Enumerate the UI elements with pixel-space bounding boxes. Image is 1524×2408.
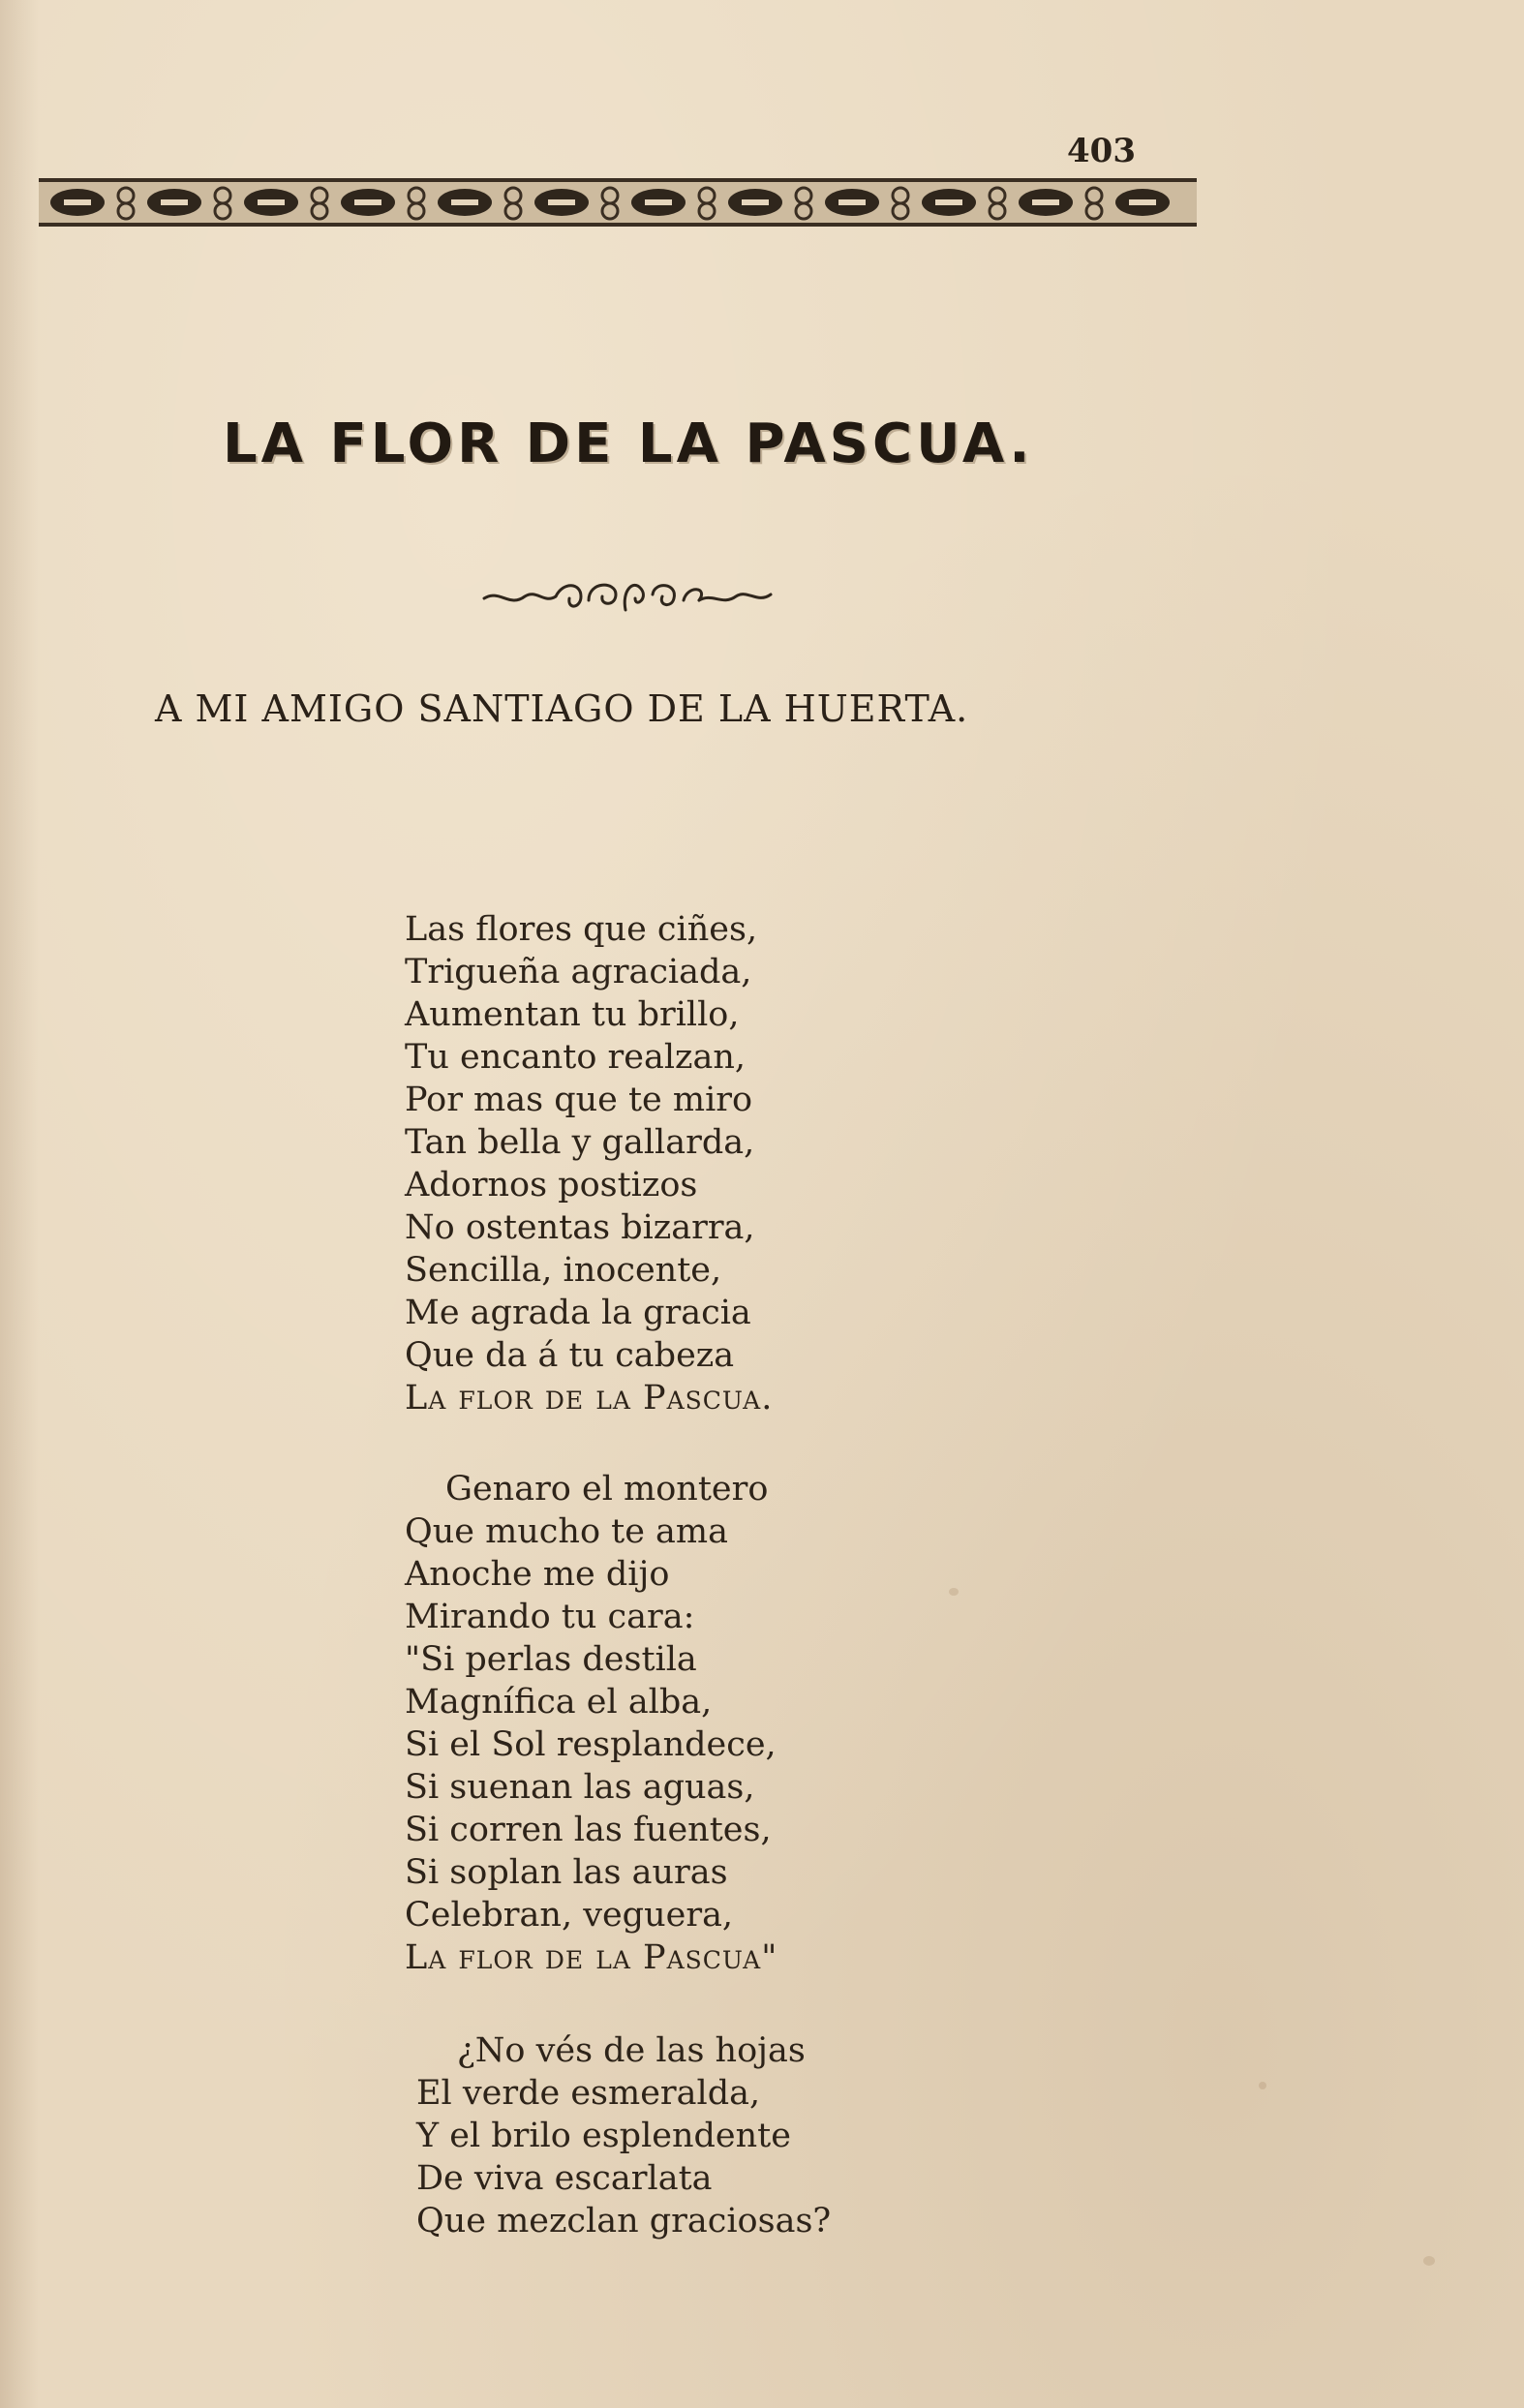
verse-line: Que mezclan graciosas? <box>416 2202 832 2240</box>
stanza-2 <box>405 1468 777 1979</box>
verse-line: Y el brilo esplendente <box>416 2117 791 2155</box>
verse-line: No ostentas bizarra, <box>405 1208 755 1247</box>
verse-line: ¿No vés de las hojas <box>457 2031 806 2070</box>
stanza-1 <box>405 908 773 1419</box>
verse-line: Que da á tu cabeza <box>405 1336 735 1375</box>
dedication: A MI AMIGO SANTIAGO DE LA HUERTA. <box>155 687 969 730</box>
flourish-ornament <box>480 571 775 620</box>
verse-line: Anoche me dijo <box>405 1555 670 1594</box>
verse-line: El verde esmeralda, <box>416 2074 761 2113</box>
verse-line: Magnífica el alba, <box>405 1683 713 1722</box>
verse-line: Si corren las fuentes, <box>405 1811 772 1849</box>
verse-line: Sencilla, inocente, <box>405 1251 722 1290</box>
verse-line: Aumentan tu brillo, <box>405 995 740 1034</box>
refrain-line: La flor de la Pascua" <box>405 1938 778 1977</box>
verse-line: Por mas que te miro <box>405 1081 753 1119</box>
verse-line: Si soplan las auras <box>405 1853 728 1892</box>
ornamental-header-border <box>39 174 1197 230</box>
page-number: 403 <box>1067 132 1136 170</box>
verse-line: Que mucho te ama <box>405 1512 728 1551</box>
verse-line: Si suenan las aguas, <box>405 1768 755 1807</box>
verse-line: Tu encanto realzan, <box>405 1038 747 1077</box>
paper-spot <box>949 1588 959 1596</box>
verse-line: Si el Sol resplandece, <box>405 1725 777 1764</box>
poem-title: LA FLOR DE LA PASCUA. <box>223 412 1034 475</box>
verse-line: Tan bella y gallarda, <box>405 1123 755 1162</box>
verse-line: Adornos postizos <box>405 1166 698 1204</box>
verse-line: Celebran, veguera, <box>405 1896 734 1935</box>
stanza-3 <box>416 2029 831 2242</box>
verse-line: De viva escarlata <box>416 2159 713 2198</box>
verse-line: Mirando tu cara: <box>405 1598 695 1636</box>
verse-line: Genaro el montero <box>445 1470 769 1509</box>
paper-spot <box>1423 2256 1435 2266</box>
verse-line: Las flores que ciñes, <box>405 910 758 949</box>
paper-spot <box>1259 2082 1266 2089</box>
verse-line: "Si perlas destila <box>405 1640 697 1679</box>
verse-line: Me agrada la gracia <box>405 1294 751 1332</box>
verse-line: Trigueña agraciada, <box>405 953 752 991</box>
refrain-line: La flor de la Pascua. <box>405 1379 774 1417</box>
